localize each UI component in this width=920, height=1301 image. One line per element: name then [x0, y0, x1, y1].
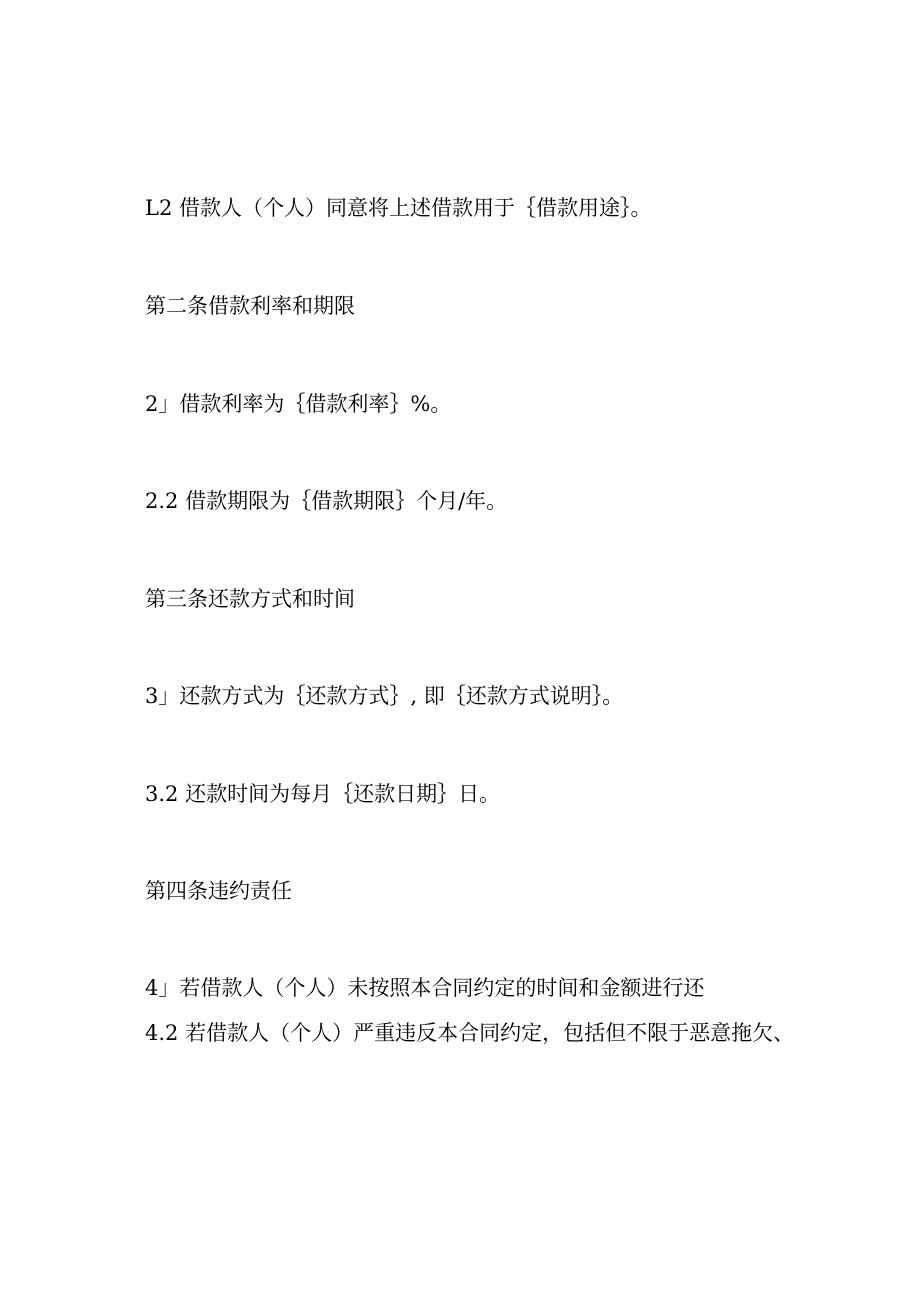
- section-heading-4: 第四条违约责任: [145, 879, 292, 903]
- clause-3-1: 3」还款方式为｛还款方式｝, 即｛还款方式说明｝。: [145, 684, 624, 708]
- clause-4-1: 4」若借款人（个人）未按照本合同约定的时间和金额进行还: [145, 976, 705, 1000]
- section-heading-3: 第三条还款方式和时间: [145, 587, 355, 611]
- clause-2-2: 2.2 借款期限为｛借款期限｝个月/年。: [145, 489, 508, 513]
- section-heading-2: 第二条借款利率和期限: [145, 294, 355, 318]
- clause-1-2: L2 借款人（个人）同意将上述借款用于｛借款用途｝。: [145, 196, 652, 220]
- clause-4-2: 4.2 若借款人（个人）严重违反本合同约定，包括但不限于恶意拖欠、: [145, 1021, 795, 1045]
- clause-2-1: 2」借款利率为｛借款利率｝%。: [145, 392, 452, 416]
- clause-3-2: 3.2 还款时间为每月｛还款日期｝日。: [145, 782, 501, 806]
